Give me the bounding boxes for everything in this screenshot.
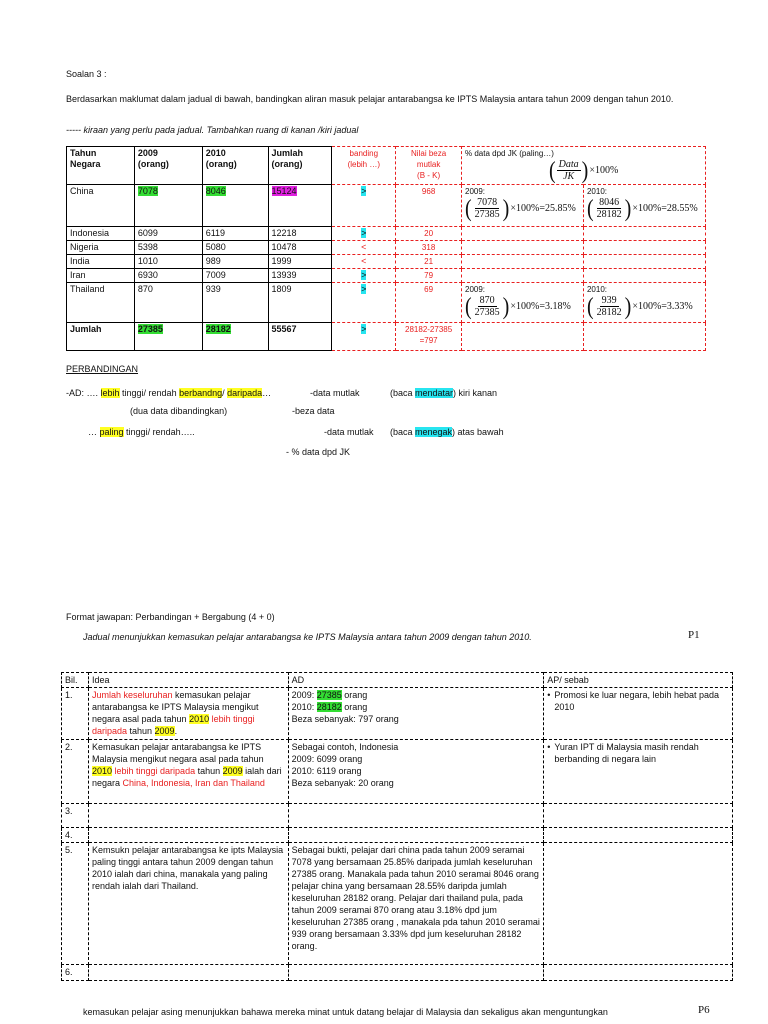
perbandingan-baca-mendatar: (baca mendatar) kiri kanan [390,388,498,398]
answer-row [62,688,733,740]
answer-bil: 1. [62,688,89,740]
cell-diff: 968 [396,185,462,227]
table-header-row [67,147,706,185]
paragraph-label-p1: P1 [688,629,700,641]
cell-compare: > [361,270,367,280]
header-bk: (B - K) [417,171,441,180]
cell-compare: > [361,186,367,196]
thai-pct-2010-label: 2010: [586,285,607,294]
cell-diff: 21 [396,255,462,269]
cell-total: 1999 [268,255,332,269]
table-row [67,241,706,255]
cell-compare: > [361,228,367,238]
cell-2009: 7078 [137,186,158,196]
answer-ad: 2009: 27385 orang 2010: 28182 orang Beza sebanyak: 797 orang [288,688,544,740]
cell-country: Thailand [67,283,135,323]
answer-ad: Sebagai contoh, Indonesia 2009: 6099 orang 2010: 6119 orang Beza sebanyak: 20 orang [288,740,544,804]
answer-row [62,804,733,828]
cell-country: Indonesia [67,227,135,241]
cell-total: 10478 [268,241,332,255]
cell-diff: 69 [396,283,462,323]
china-pct-2009-label: 2009: [465,187,486,196]
table-row [67,255,706,269]
table-row [67,185,706,227]
cell-2010: 939 [202,283,268,323]
cell-total: 1809 [268,283,332,323]
cell-diff: 20 [396,227,462,241]
china-pct-2009: ( $\frac{7078}{27385}$ ) ×100%=25.85% [465,195,576,222]
cell-grand-total: 55567 [268,323,332,351]
thai-pct-2009-label: 2009: [465,285,486,294]
answer-idea: Kemasukan pelajar antarabangsa ke IPTS Malaysia mengikut negara asal pada tahun 2010 lebih tinggi daripada tahun 2009 ialah dari negara China, Indonesia, Iran dan Thailand [88,740,288,804]
question-text: Berdasarkan maklumat dalam jadual di bawah, bandingkan aliran masuk pelajar antarabangsa ke IPTS Malaysia antara tahun 2009 dengan tahun 2010. [66,94,674,104]
cell-diff: 318 [396,241,462,255]
perbandingan-line-1: -AD: …. lebih tinggi/ rendah berbandng/ daripada… [66,388,272,398]
cell-2010: 5080 [202,241,268,255]
perbandingan-beza-data: -beza data [292,406,335,416]
answer-idea: Kemsukn pelajar antarabangsa ke ipts Malaysia paling tinggi antara tahun 2009 dengan tahun 2010 ialah dari china, manakala yang paling rendah ialah dari Thailand. [88,843,288,965]
cell-country: Iran [67,269,135,283]
cell-country: Nigeria [67,241,135,255]
header-orang: (orang) [271,159,303,169]
cell-total-2010: 28182 [205,324,231,334]
cell-2009: 870 [134,283,202,323]
intro-text: Jadual menunjukkan kemasukan pelajar antarabangsa ke IPTS Malaysia antara tahun 2009 dengan tahun 2010. [83,632,532,642]
answer-bil: 2. [62,740,89,804]
header-bil: Bil. [62,673,89,688]
perbandingan-pct-data: - % data dpd JK [286,447,351,457]
header-pct: % data dpd JK (paling…) [465,149,554,158]
answer-row [62,965,733,981]
table-row [67,283,706,323]
paragraph-label-p6: P6 [698,1004,710,1016]
cell-2009: 6930 [134,269,202,283]
cell-total: 12218 [268,227,332,241]
china-pct-2010: ( $\frac{8046}{28182}$ ) ×100%=28.55% [586,195,698,222]
cell-2009: 5398 [134,241,202,255]
answer-table [61,672,733,981]
bullet-icon: • [547,690,551,700]
header-negara: Negara [70,159,101,169]
answer-ad: Sebagai bukti, pelajar dari china pada tahun 2009 seramai 7078 yang bersamaan 25.85% daripada jumlah keseluruhan 27385 orang. Manakala pada tahun 2010 seramai 8046 orang pelajar china yang bersamaan 28.55% daripda jumlah keseluruhan 28182 orang. Pelajar dari thailand pula, pada tahun 2009 seramai 870 orang atau 3.18% dpd jum keseluruhan 27385 orang , manakala pda tahun 2010 seramai 939 orang bersamaan 3.33% dpd jum keseluruhan 28182 orang. [288,843,544,965]
thai-pct-2009: ( $\frac{870}{27385}$ ) ×100%=3.18% [465,293,571,320]
cell-compare: > [361,324,367,334]
cell-2010: 8046 [205,186,226,196]
header-orang: (orang) [205,159,237,169]
bullet-icon: • [547,742,551,752]
header-lebih: (lebih …) [347,160,381,169]
answer-row [62,740,733,804]
answer-ap: • Promosi ke luar negara, lebih hebat pada 2010 [544,688,733,740]
cell-total: 13939 [268,269,332,283]
perbandingan-dua-data: (dua data dibandingkan) [130,406,228,416]
perbandingan-title: PERBANDINGAN [66,364,139,374]
answer-bil: 5. [62,843,89,965]
cell-total-2009: 27385 [137,324,163,334]
perbandingan-baca-menegak: (baca menegak) atas bawah [390,427,504,437]
cell-compare: < [332,255,396,269]
answer-row [62,828,733,843]
header-mutlak: mutlak [416,160,441,169]
header-ad: AD [288,673,544,688]
header-idea: Idea [88,673,288,688]
table-note: ----- kiraan yang perlu pada jadual. Tambahkan ruang di kanan /kiri jadual [66,125,359,135]
question-heading: Soalan 3 : [66,69,107,79]
cell-compare: < [332,241,396,255]
answer-header-row [62,673,733,688]
answer-idea: Jumlah keseluruhan kemasukan pelajar antarabangsa ke IPTS Malaysia mengikut negara asal pada tahun 2010 lebih tinggi daripada tahun 2009. [88,688,288,740]
header-2010: 2010 [205,148,226,158]
perbandingan-line-3: … paling tinggi/ rendah….. [88,427,195,437]
answer-ap: • Yuran IPT di Malaysia masih rendah berbanding di negara lain [544,740,733,804]
formula-num: Data [558,159,579,170]
header-tahun: Tahun [70,148,97,158]
cell-2010: 6119 [202,227,268,241]
cell-country: India [67,255,135,269]
china-pct-2010-label: 2010: [586,187,607,196]
header-jumlah: Jumlah [271,148,304,158]
header-orang: (orang) [137,159,169,169]
data-table [66,146,706,351]
cell-2010: 7009 [202,269,268,283]
cell-country: China [67,185,135,227]
cell-total: 15124 [271,186,297,196]
footer-text: kemasukan pelajar asing menunjukkan bahawa mereka minat untuk datang belajar di Malaysia dan sekaligus akan menguntungkan [83,1007,608,1017]
table-row [67,269,706,283]
header-ap: AP/ sebab [544,673,733,688]
formula-tail: ×100% [589,165,619,176]
header-beza: Nilai beza [411,149,447,158]
cell-2009: 6099 [134,227,202,241]
pct-formula: ( $\frac{\text{Data}}{JK}$ ) ×100% [549,157,619,184]
cell-compare: > [361,284,367,294]
cell-total-label: Jumlah [67,323,135,351]
perbandingan-data-mutlak-2: -data mutlak [324,427,374,437]
answer-bil: 4. [62,828,89,843]
cell-total-diff: 28182-27385 [405,325,453,334]
cell-2009: 1010 [134,255,202,269]
cell-2010: 989 [202,255,268,269]
cell-total-diff-result: =797 [419,336,438,345]
answer-row [62,843,733,965]
format-text: Format jawapan: Perbandingan + Bergabung (4 + 0) [66,612,275,622]
table-total-row [67,323,706,351]
answer-bil: 3. [62,804,89,828]
perbandingan-data-mutlak-1: -data mutlak [310,388,360,398]
table-row [67,227,706,241]
formula-den: JK [563,171,575,182]
answer-bil: 6. [62,965,89,981]
cell-diff: 79 [396,269,462,283]
header-banding: banding [349,149,379,158]
thai-pct-2010: ( $\frac{939}{28182}$ ) ×100%=3.33% [586,293,693,320]
header-2009: 2009 [137,148,158,158]
